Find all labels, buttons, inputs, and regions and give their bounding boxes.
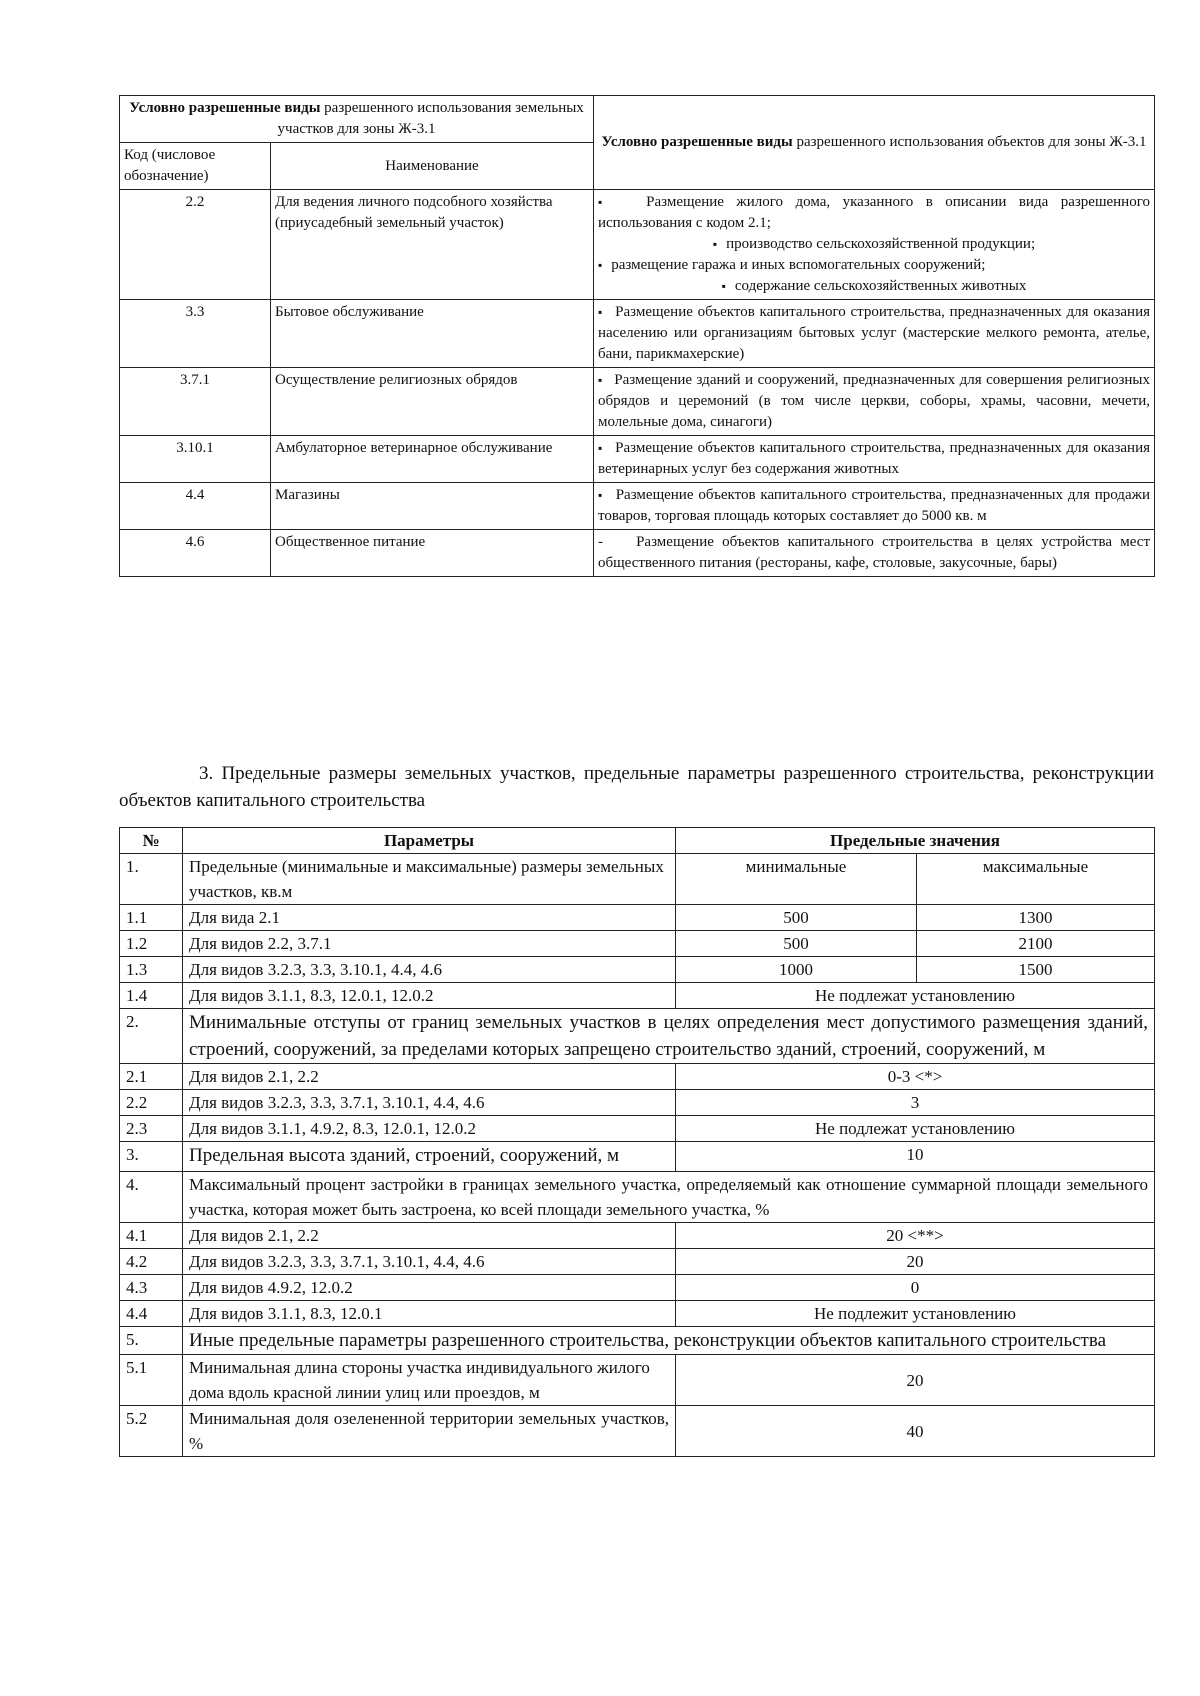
row-parameter: Предельные (минимальные и максимальные) размеры земельных участков, кв.м	[183, 854, 676, 905]
row-parameter: Для видов 2.1, 2.2	[183, 1064, 676, 1090]
min-value: 1000	[676, 957, 917, 983]
list-item: ▪ Размещение объектов капитального строительства, предназначенных для оказания ветеринарных услуг без содержания животных	[598, 438, 1150, 480]
limit-value: Не подлежат установлению	[676, 1116, 1155, 1142]
max-header: максимальные	[917, 854, 1155, 905]
use-name: Для ведения личного подсобного хозяйства (приусадебный земельный участок)	[271, 190, 594, 300]
list-item: ▪ производство сельскохозяйственной продукции;	[598, 234, 1150, 255]
use-description	[594, 190, 1155, 300]
table-row	[120, 483, 1155, 530]
row-number: 1.2	[120, 931, 183, 957]
objects-header: Условно разрешенные виды разрешенного использования объектов для зоны Ж-3.1	[594, 96, 1155, 190]
min-value: 500	[676, 905, 917, 931]
table-row	[120, 1223, 1155, 1249]
use-code: 2.2	[120, 190, 271, 300]
use-code: 3.3	[120, 300, 271, 368]
limit-value: 20	[676, 1355, 1155, 1406]
land-plots-header: Условно разрешенные виды разрешенного использования земельных участков для зоны Ж-3.1	[120, 96, 594, 143]
list-item: ▪ размещение гаража и иных вспомогательных сооружений;	[598, 255, 1150, 276]
list-item: ▪ содержание сельскохозяйственных животных	[598, 276, 1150, 297]
row-number: 4.	[120, 1172, 183, 1223]
limit-value: 0-3 <*>	[676, 1064, 1155, 1090]
row-parameter: Для вида 2.1	[183, 905, 676, 931]
limit-value: 10	[676, 1142, 1155, 1172]
row-parameter: Для видов 3.1.1, 8.3, 12.0.1, 12.0.2	[183, 983, 676, 1009]
table-row	[120, 300, 1155, 368]
code-header: Код (числовое обозначение)	[120, 143, 271, 190]
row-parameter: Для видов 3.1.1, 8.3, 12.0.1	[183, 1301, 676, 1327]
row-parameter: Максимальный процент застройки в границах земельного участка, определяемый как отношение суммарной площади земельного участка, которая может быть застроена, ко всей площади земельного участка, %	[183, 1172, 1155, 1223]
table-row	[120, 1275, 1155, 1301]
table-row	[120, 368, 1155, 436]
row-parameter: Минимальная длина стороны участка индивидуального жилого дома вдоль красной линии улиц или проездов, м	[183, 1355, 676, 1406]
row-number: 2.2	[120, 1090, 183, 1116]
row-number: 4.3	[120, 1275, 183, 1301]
table-row	[120, 1064, 1155, 1090]
limit-value: Не подлежит установлению	[676, 1301, 1155, 1327]
use-description	[594, 530, 1155, 577]
table-row	[120, 957, 1155, 983]
use-code: 3.7.1	[120, 368, 271, 436]
list-item: - Размещение объектов капитального строительства в целях устройства мест общественного питания (рестораны, кафе, столовые, закусочные, бары)	[598, 532, 1150, 574]
table-row	[120, 1327, 1155, 1355]
use-name: Магазины	[271, 483, 594, 530]
table-row	[120, 530, 1155, 577]
table-row	[120, 854, 1155, 905]
use-description	[594, 300, 1155, 368]
row-number: 5.	[120, 1327, 183, 1355]
table-row	[120, 1090, 1155, 1116]
table-row	[120, 1249, 1155, 1275]
row-number: 5.2	[120, 1406, 183, 1457]
limit-value: Не подлежат установлению	[676, 983, 1155, 1009]
use-description	[594, 368, 1155, 436]
row-parameter: Для видов 2.1, 2.2	[183, 1223, 676, 1249]
table-row	[120, 1009, 1155, 1064]
row-number: 1.4	[120, 983, 183, 1009]
use-code: 3.10.1	[120, 436, 271, 483]
use-code: 4.4	[120, 483, 271, 530]
row-number: 4.2	[120, 1249, 183, 1275]
row-parameter: Для видов 3.2.3, 3.3, 3.10.1, 4.4, 4.6	[183, 957, 676, 983]
section-title: 3. Предельные размеры земельных участков, предельные параметры разрешенного строительства, реконструкции объектов капитального строительства	[119, 763, 1154, 811]
row-parameter: Иные предельные параметры разрешенного строительства, реконструкции объектов капитального строительства	[183, 1327, 1155, 1355]
max-value: 2100	[917, 931, 1155, 957]
row-parameter: Для видов 4.9.2, 12.0.2	[183, 1275, 676, 1301]
row-parameter: Для видов 3.2.3, 3.3, 3.7.1, 3.10.1, 4.4, 4.6	[183, 1090, 676, 1116]
row-number: 2.3	[120, 1116, 183, 1142]
table-row	[120, 436, 1155, 483]
row-number: 4.4	[120, 1301, 183, 1327]
use-description	[594, 483, 1155, 530]
row-number: 1.	[120, 854, 183, 905]
use-code: 4.6	[120, 530, 271, 577]
row-parameter: Для видов 3.2.3, 3.3, 3.7.1, 3.10.1, 4.4, 4.6	[183, 1249, 676, 1275]
list-item: ▪ Размещение жилого дома, указанного в описании вида разрешенного использования с кодом 2.1;	[598, 192, 1150, 234]
table-row	[120, 1355, 1155, 1406]
limit-value: 20	[676, 1249, 1155, 1275]
table-row	[120, 983, 1155, 1009]
table-row	[120, 931, 1155, 957]
row-parameter: Минимальная доля озелененной территории земельных участков, %	[183, 1406, 676, 1457]
table-row	[120, 1172, 1155, 1223]
parameters-header: Параметры	[183, 828, 676, 854]
min-value: 500	[676, 931, 917, 957]
use-name: Общественное питание	[271, 530, 594, 577]
row-number: 3.	[120, 1142, 183, 1172]
table-row	[120, 190, 1155, 300]
use-description	[594, 436, 1155, 483]
table-row	[120, 1142, 1155, 1172]
row-parameter: Для видов 2.2, 3.7.1	[183, 931, 676, 957]
parameters-table	[119, 827, 1155, 1457]
table-row	[120, 1116, 1155, 1142]
use-name: Амбулаторное ветеринарное обслуживание	[271, 436, 594, 483]
max-value: 1300	[917, 905, 1155, 931]
row-parameter: Минимальные отступы от границ земельных участков в целях определения мест допустимого размещения зданий, строений, сооружений, за пределами которых запрещено строительство зданий, строений, сооружений, м	[183, 1009, 1155, 1064]
min-header: минимальные	[676, 854, 917, 905]
row-parameter: Предельная высота зданий, строений, сооружений, м	[183, 1142, 676, 1172]
list-item: ▪ Размещение зданий и сооружений, предназначенных для совершения религиозных обрядов и церемоний (в том числе церкви, соборы, храмы, часовни, мечети, молельные дома, синагоги)	[598, 370, 1150, 433]
row-number: 2.	[120, 1009, 183, 1064]
name-header: Наименование	[271, 143, 594, 190]
list-item: ▪ Размещение объектов капитального строительства, предназначенных для продажи товаров, торговая площадь которых составляет до 5000 кв. м	[598, 485, 1150, 527]
use-name: Бытовое обслуживание	[271, 300, 594, 368]
list-item: ▪ Размещение объектов капитального строительства, предназначенных для оказания населению или организациям бытовых услуг (мастерские мелкого ремонта, ателье, бани, парикмахерские)	[598, 302, 1150, 365]
limit-value: 0	[676, 1275, 1155, 1301]
permitted-uses-table	[119, 95, 1155, 577]
table-row	[120, 905, 1155, 931]
row-parameter: Для видов 3.1.1, 4.9.2, 8.3, 12.0.1, 12.0.2	[183, 1116, 676, 1142]
use-name: Осуществление религиозных обрядов	[271, 368, 594, 436]
max-value: 1500	[917, 957, 1155, 983]
row-number: 1.3	[120, 957, 183, 983]
row-number: 4.1	[120, 1223, 183, 1249]
table-row	[120, 1406, 1155, 1457]
limit-value: 20 <**>	[676, 1223, 1155, 1249]
table-row	[120, 1301, 1155, 1327]
limit-value: 40	[676, 1406, 1155, 1457]
row-number: 5.1	[120, 1355, 183, 1406]
limits-header: Предельные значения	[676, 828, 1155, 854]
limit-value: 3	[676, 1090, 1155, 1116]
row-number: 2.1	[120, 1064, 183, 1090]
row-number: 1.1	[120, 905, 183, 931]
number-header: №	[120, 828, 183, 854]
